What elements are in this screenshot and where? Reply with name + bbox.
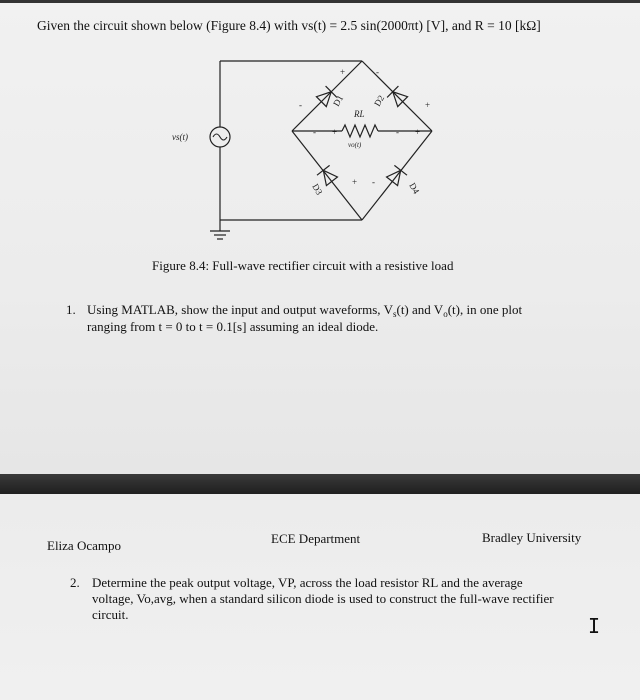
question-1-line-2: ranging from t = 0 to t = 0.1[s] assuming an ideal diode. — [87, 319, 379, 334]
bottom-plus-sign: + — [352, 177, 358, 187]
question-2-line-2: voltage, Vo,avg, when a standard silicon diode is used to construct the full-wave rectifier — [92, 591, 554, 606]
page-gap-divider — [0, 474, 640, 494]
right-plus-sign: + — [425, 100, 431, 110]
q1-text-a: Using MATLAB, show the input and output waveforms, V — [87, 302, 393, 317]
load-plus-sign: + — [332, 127, 338, 137]
question-2-line-1: Determine the peak output voltage, VP, across the load resistor RL and the average — [92, 575, 523, 590]
output-label: vo(t) — [348, 141, 362, 149]
page-top-edge — [0, 0, 640, 3]
bottom-minus-sign: - — [372, 177, 375, 187]
resistor-label: RL — [354, 109, 365, 119]
top-minus-sign: - — [376, 67, 379, 77]
department-name: ECE Department — [271, 531, 361, 546]
university-name: Bradley University — [482, 530, 582, 545]
bridge-rectifier-circuit — [150, 55, 450, 245]
load-plus-sign-right: + — [415, 127, 421, 137]
top-plus-sign: + — [340, 67, 346, 77]
load-minus-sign: - — [313, 127, 316, 137]
q1-subscript-o: o — [443, 309, 448, 319]
question-1-number: 1. — [66, 302, 76, 317]
load-minus-sign-right: - — [396, 127, 399, 137]
d3-label: D3 — [310, 182, 325, 197]
text-cursor-icon: I — [588, 614, 601, 638]
left-minus-sign: - — [299, 100, 302, 110]
figure-caption: Figure 8.4: Full-wave rectifier circuit with a resistive load — [152, 258, 454, 273]
question-1-line-1 — [87, 302, 522, 318]
source-label: vs(t) — [172, 132, 188, 142]
q1-text-c: (t), in one plot — [447, 302, 523, 317]
load-resistor — [342, 125, 378, 137]
d2-label: D2 — [372, 93, 387, 108]
d1-label: D1 — [331, 93, 346, 108]
question-2-line-3: circuit. — [92, 607, 129, 622]
d4-branch — [362, 131, 432, 220]
author-name: Eliza Ocampo — [47, 538, 121, 553]
d4-label: D4 — [407, 181, 422, 196]
d1-branch — [292, 61, 362, 131]
problem-statement: Given the circuit shown below (Figure 8.4) with vs(t) = 2.5 sin(2000πt) [V], and R = 10 [kΩ] — [37, 18, 541, 33]
question-2-number: 2. — [70, 575, 80, 590]
q1-text-b: (t) and V — [396, 302, 444, 317]
d2-branch — [362, 61, 432, 131]
q1-subscript-s: s — [392, 309, 397, 319]
